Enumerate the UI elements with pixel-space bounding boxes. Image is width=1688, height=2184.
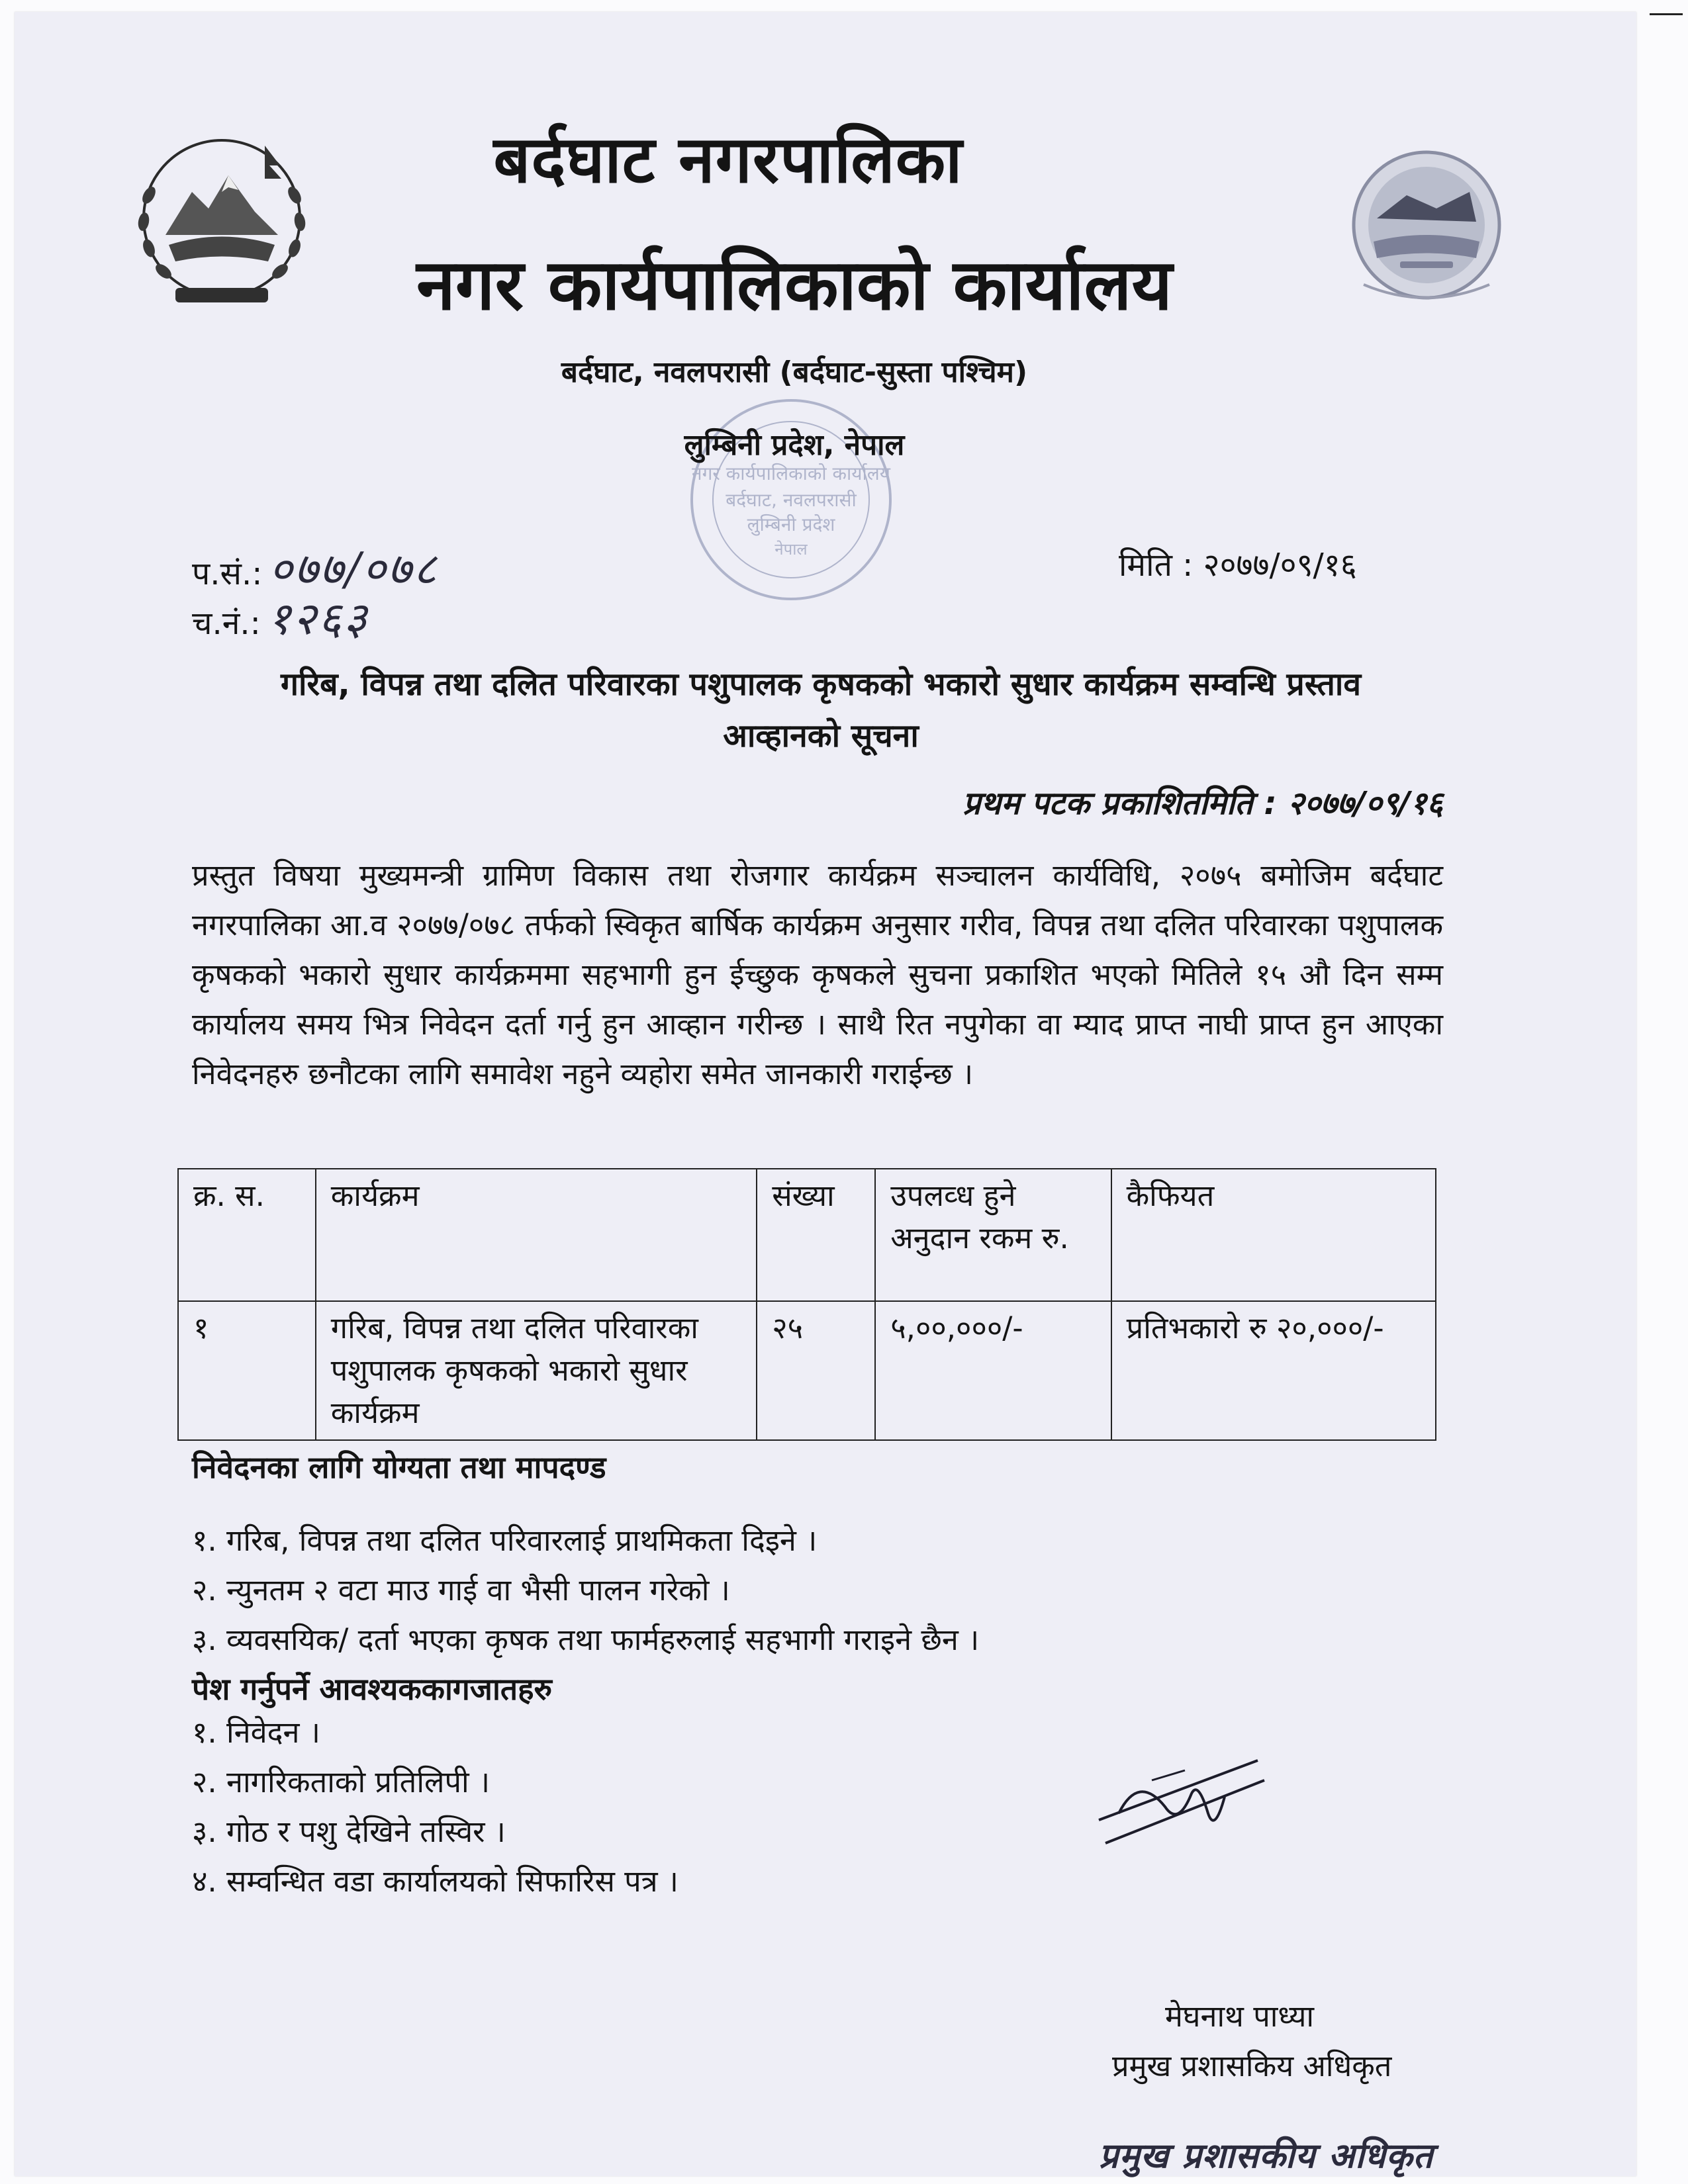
table-header-cell: क्र. स.: [178, 1169, 316, 1301]
address-line-1: बर्दघाट, नवलपरासी (बर्दघाट-सुस्ता पश्चिम): [561, 355, 1028, 389]
notice-body: प्रस्तुत विषया मुख्यमन्त्री ग्रामिण विकास तथा रोजगार कार्यक्रम सञ्चालन कार्यविधि, २०७५ बमोजिम बर्दघाट नगरपालिका आ.व २०७७/०७८ तर्फको स्विकृत बार्षिक कार्यक्रम अनुसार गरीव, विपन्न तथा दलित परिवारका पशुपालक कृषकको भकारो सुधार कार्यक्रममा सहभागी हुन ईच्छुक कृषकले सुचना प्रकाशित भएको मितिले १५ औ दिन सम्म कार्यालय समय भित्र निवेदन दर्ता गर्नु हुन आव्हान गरीन्छ । साथै रित नपुगेका वा म्याद प्राप्त नाघी प्राप्त हुन आएका निवेदनहरु छनौटका लागि समावेश नहुने व्यहोरा समेत जानकारी गराईन्छ ।: [192, 858, 1444, 1091]
eligibility-heading: निवेदनका लागि योग्यता तथा मापदण्ड: [192, 1449, 606, 1485]
stamp-line: बर्दघाट, नवलपरासी: [726, 489, 857, 511]
table-cell: गरिब, विपन्न तथा दलित परिवारका पशुपालक कृषकको भकारो सुधार कार्यक्रम: [316, 1301, 757, 1440]
documents-heading: पेश गर्नुपर्ने आवश्यककागजातहरु: [192, 1671, 553, 1707]
table-cell: ५,००,०००/-: [875, 1301, 1111, 1440]
reg-label: च.नं.:: [192, 605, 261, 642]
table-header-cell: उपलव्ध हुने अनुदान रकम रु.: [875, 1169, 1111, 1301]
documents-list: [192, 1707, 679, 1906]
nepal-government-emblem-icon: [129, 129, 314, 314]
list-item: २. नागरिकताको प्रतिलिपी ।: [192, 1764, 491, 1799]
notice-subject: [185, 659, 1456, 762]
stamp-line: लुम्बिनी प्रदेश: [747, 514, 835, 535]
signer-name: मेघनाथ पाध्या: [1165, 1999, 1315, 2034]
signer-title: प्रमुख प्रशासकिय अधिकृत: [1112, 2048, 1392, 2083]
designation-seal: प्रमुख प्रशासकीय अधिकृत: [1099, 2136, 1434, 2176]
table-cell: २५: [757, 1301, 875, 1440]
office-name: नगर कार्यपालिकाको कार्यालय: [416, 244, 1172, 326]
ref-label: प.सं.:: [192, 555, 263, 592]
stamp-line: नगर कार्यपालिकाको कार्यालय: [692, 463, 890, 484]
table-header-cell: संख्या: [757, 1169, 875, 1301]
subject-line-2: आव्हानको सूचना: [723, 717, 919, 754]
table-cell: १: [178, 1301, 316, 1440]
reg-value: १२६३: [267, 593, 369, 645]
list-item: १. निवेदन ।: [192, 1715, 320, 1750]
list-item: ३. व्यवसयिक/ दर्ता भएका कृषक तथा फार्महरुलाई सहभागी गराइने छैन ।: [192, 1622, 980, 1657]
eligibility-list: [192, 1516, 979, 1664]
ref-value: ०७७/०७८: [269, 543, 439, 596]
address-line-2: लुम्बिनी प्रदेश, नेपाल: [684, 428, 905, 462]
bardaghat-municipality-logo-icon: [1337, 142, 1516, 321]
date-label: मिति :: [1119, 547, 1194, 584]
municipality-name: बर्दघाट नगरपालिका: [493, 122, 963, 198]
list-item: ४. सम्वन्धित वडा कार्यालयको सिफारिस पत्र ।: [192, 1864, 679, 1899]
stamp-line: नेपाल: [774, 540, 808, 559]
table-header-cell: कैफियत: [1111, 1169, 1436, 1301]
date-value: २०७७/०९/१६: [1203, 547, 1357, 584]
table-header-cell: कार्यक्रम: [316, 1169, 757, 1301]
list-item: २. न्युनतम २ वटा माउ गाई वा भैसी पालन गरेको ।: [192, 1572, 730, 1608]
register-number: [192, 586, 369, 647]
table-cell: प्रतिभकारो रु २०,०००/-: [1111, 1301, 1436, 1440]
program-table: [177, 1168, 1436, 1441]
first-published-date: प्रथम पटक प्रकाशितमिति : २०७७/०९/१६: [962, 785, 1443, 822]
scan-edge-mark: [1650, 13, 1683, 15]
table-row: [178, 1301, 1436, 1440]
subject-line-1: गरिब, विपन्न तथा दलित परिवारका पशुपालक कृषकको भकारो सुधार कार्यक्रम सम्वन्धि प्रस्ताव: [280, 666, 1362, 703]
letter-date: [1119, 543, 1357, 586]
handwritten-signature-icon: [1092, 1734, 1271, 1853]
list-item: १. गरिब, विपन्न तथा दलित परिवारलाई प्राथमिकता दिइने ।: [192, 1523, 818, 1558]
table-header-row: [178, 1169, 1436, 1301]
list-item: ३. गोठ र पशु देखिने तस्विर ।: [192, 1814, 506, 1849]
